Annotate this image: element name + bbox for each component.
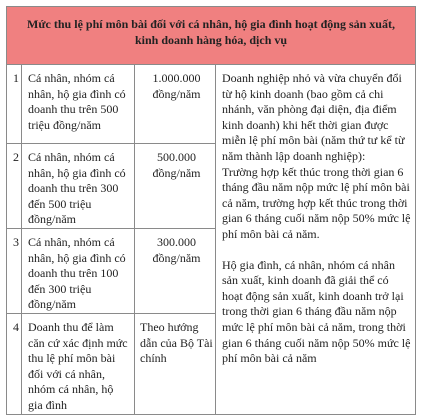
note-spacer [222, 243, 411, 258]
fee-amount-text: 500.000 đồng/năm [152, 150, 201, 180]
fee-amount [135, 313, 216, 414]
taxpayer-description: Cá nhân, nhóm cá nhân, hộ gia đình có doanh thu trên 500 triệu đồng/năm [22, 65, 135, 144]
taxpayer-description: Doanh thu để làm căn cứ xác định mức thu lệ phí môn bài đối với cá nhân, nhóm cá nhân, hộ gia đình [22, 313, 135, 414]
fee-amount [135, 144, 216, 229]
taxpayer-description: Cá nhân, nhóm cá nhân, hộ gia đình có doanh thu trên 100 đến 300 triệu đồng/năm [22, 228, 135, 313]
row-number: 4 [7, 313, 22, 414]
row-number: 1 [7, 65, 22, 144]
table-row [7, 65, 416, 144]
note-paragraph: Trường hợp kết thúc trong thời gian 6 tháng đầu năm nộp mức lệ phí môn bài cả năm, trường hợp kết thúc trong thời gian 6 tháng cuối năm nộp 50% mức lệ phí môn bài cả năm. [222, 164, 411, 241]
row-number: 3 [7, 228, 22, 313]
row-number: 2 [7, 144, 22, 229]
fee-amount-text: Theo hướng dẫn của Bộ Tài chính [140, 319, 213, 366]
taxpayer-description: Cá nhân, nhóm cá nhân, hộ gia đình có doanh thu trên 300 đến 500 triệu đồng/năm [22, 144, 135, 229]
notes-cell [216, 65, 416, 415]
fee-table [6, 6, 416, 415]
fee-amount [135, 65, 216, 144]
table-title: Mức thu lệ phí môn bài đối với cá nhân, hộ gia đình hoạt động sản xuất, kinh doanh hàng hóa, dịch vụ [7, 7, 416, 65]
fee-amount [135, 228, 216, 313]
table-header-row [7, 7, 416, 65]
note-paragraph: Hộ gia đình, cá nhân, nhóm cá nhân sản xuất, kinh doanh đã giải thể có hoạt động sản xuất, kinh doanh trở lại trong thời gian 6 tháng đầu năm nộp mức lệ phí môn bài cả năm, trong thời gian 6 tháng cuối năm nộp 50% mức lệ phí môn bài cả năm [222, 257, 411, 366]
note-paragraph: Doanh nghiệp nhỏ và vừa chuyển đổi từ hộ kinh doanh (bao gồm cả chi nhánh, văn phòng đại diện, địa điểm kinh doanh) khi hết thời gian được miễn lệ phí môn bài (năm thứ tư kể từ năm thành lập doanh nghiệp): [222, 71, 405, 163]
fee-amount-text: 1.000.000 đồng/năm [152, 71, 201, 101]
fee-amount-text: 300.000 đồng/năm [152, 234, 201, 265]
